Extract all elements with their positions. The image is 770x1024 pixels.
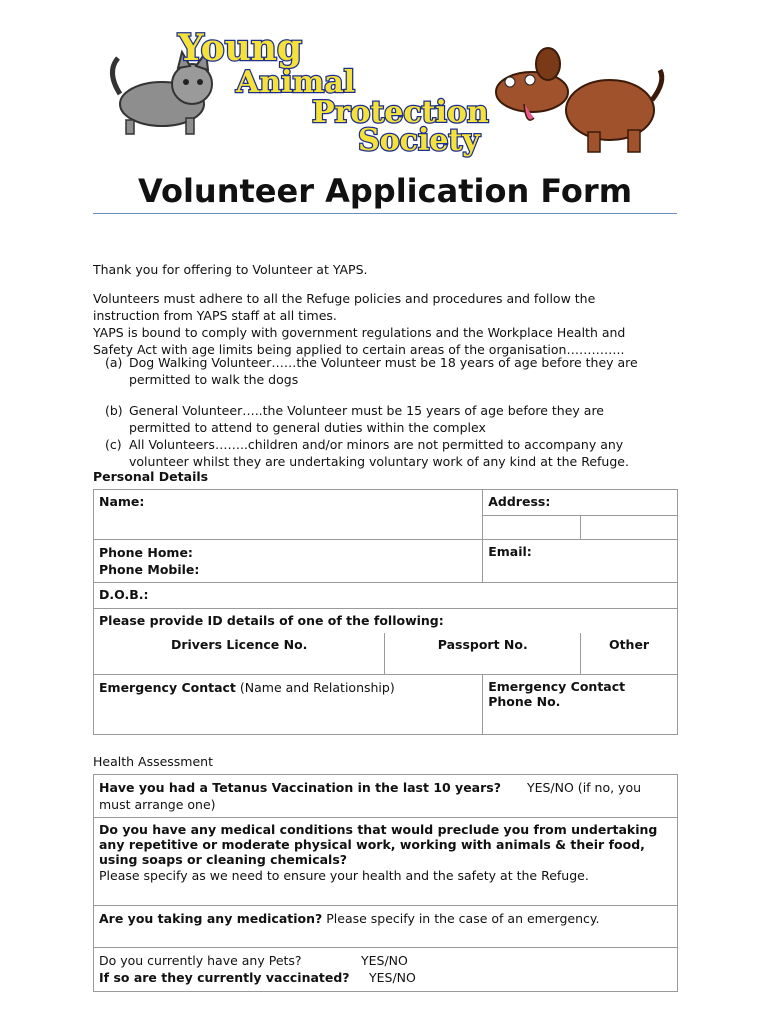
logo-line-protection: Protection	[312, 95, 489, 130]
emergency-contact-label: Emergency Contact	[99, 680, 236, 695]
address-field[interactable]	[483, 490, 678, 516]
pets-question: Do you currently have any Pets?	[99, 953, 302, 968]
pets-field[interactable]	[94, 948, 678, 992]
list-marker: (a)	[105, 355, 123, 370]
pets-answer: YES/NO	[361, 953, 408, 968]
medical-conditions-field[interactable]	[94, 818, 678, 906]
dog-icon	[496, 48, 662, 152]
emergency-contact-field[interactable]	[94, 675, 483, 735]
list-item	[93, 354, 653, 388]
emergency-phone-field[interactable]	[483, 675, 678, 735]
id-prompt-label: Please provide ID details of one of the following:	[99, 613, 444, 628]
logo-line-animal: Animal	[236, 65, 356, 100]
list-item-text: All Volunteers……..children and/or minors are not permitted to accompany any volunteer whilst they are undertaking voluntary work of any kind at the Refuge.	[129, 437, 629, 469]
logo-line-young: Young	[178, 27, 303, 69]
list-item-text: Dog Walking Volunteer……the Volunteer must be 18 years of age before they are permitted to walk the dogs	[129, 355, 638, 387]
pets-vaccinated-question: If so are they currently vaccinated?	[99, 970, 350, 985]
personal-details-heading: Personal Details	[93, 469, 209, 484]
intro-thanks: Thank you for offering to Volunteer at YAPS.	[93, 262, 368, 277]
name-label: Name:	[99, 494, 145, 509]
tetanus-field[interactable]	[94, 775, 678, 818]
other-id-label: Other	[608, 636, 650, 652]
address-label: Address:	[488, 494, 551, 509]
list-item-text: General Volunteer…..the Volunteer must be 15 years of age before they are permitted to attend to general duties within the complex	[129, 403, 604, 435]
tetanus-question: Have you had a Tetanus Vaccination in the last 10 years?	[99, 780, 501, 795]
email-label: Email:	[488, 544, 532, 559]
phone-home-label: Phone Home:	[99, 545, 193, 560]
logo-line-society: Society	[358, 123, 480, 158]
medication-field[interactable]	[94, 906, 678, 948]
pets-vaccinated-answer: YES/NO	[369, 970, 416, 985]
list-item	[93, 436, 653, 470]
drivers-licence-field[interactable]	[94, 633, 385, 675]
passport-field[interactable]	[385, 633, 581, 675]
drivers-licence-label: Drivers Licence No.	[170, 636, 308, 652]
address-line-2-field[interactable]	[483, 516, 581, 540]
address-line-2b-field[interactable]	[581, 516, 678, 540]
title-divider	[93, 213, 677, 214]
personal-details-table	[93, 489, 678, 735]
age-rules-list	[93, 354, 653, 470]
medication-question: Are you taking any medication?	[99, 911, 323, 926]
intro-paragraph-1: Volunteers must adhere to all the Refuge policies and procedures and follow the instruction from YAPS staff at all times.	[93, 291, 596, 323]
emergency-contact-hint: (Name and Relationship)	[235, 680, 395, 695]
id-prompt	[94, 609, 678, 633]
list-marker: (c)	[105, 437, 122, 452]
other-id-field[interactable]	[581, 633, 678, 675]
medical-conditions-note: Please specify as we need to ensure your health and the safety at the Refuge.	[99, 868, 589, 883]
emergency-phone-label: Emergency Contact Phone No.	[488, 679, 626, 709]
list-marker: (b)	[105, 403, 123, 418]
yaps-logo	[100, 22, 670, 162]
email-field[interactable]	[483, 540, 678, 583]
intro-paragraph-2: YAPS is bound to comply with government regulations and the Workplace Health and Safety Act with age limits being applied to certain areas of the organisation…………..	[93, 325, 626, 357]
dob-field[interactable]	[94, 583, 678, 609]
health-assessment-heading: Health Assessment	[93, 754, 214, 769]
list-item	[93, 402, 653, 436]
phone-field[interactable]	[94, 540, 483, 583]
dob-label: D.O.B.:	[99, 587, 149, 602]
medication-note: Please specify in the case of an emergency.	[322, 911, 600, 926]
name-field[interactable]	[94, 490, 483, 540]
page-title: Volunteer Application Form	[137, 172, 633, 210]
medical-conditions-question: Do you have any medical conditions that would preclude you from undertaking any repetitive or moderate physical work, working with animals & their food, using soaps or cleaning chemicals?	[99, 822, 658, 867]
phone-mobile-label: Phone Mobile:	[99, 562, 200, 577]
tetanus-answer: YES/NO (if no, you must arrange one)	[99, 780, 642, 812]
health-assessment-table	[93, 774, 678, 992]
passport-label: Passport No.	[437, 636, 528, 652]
